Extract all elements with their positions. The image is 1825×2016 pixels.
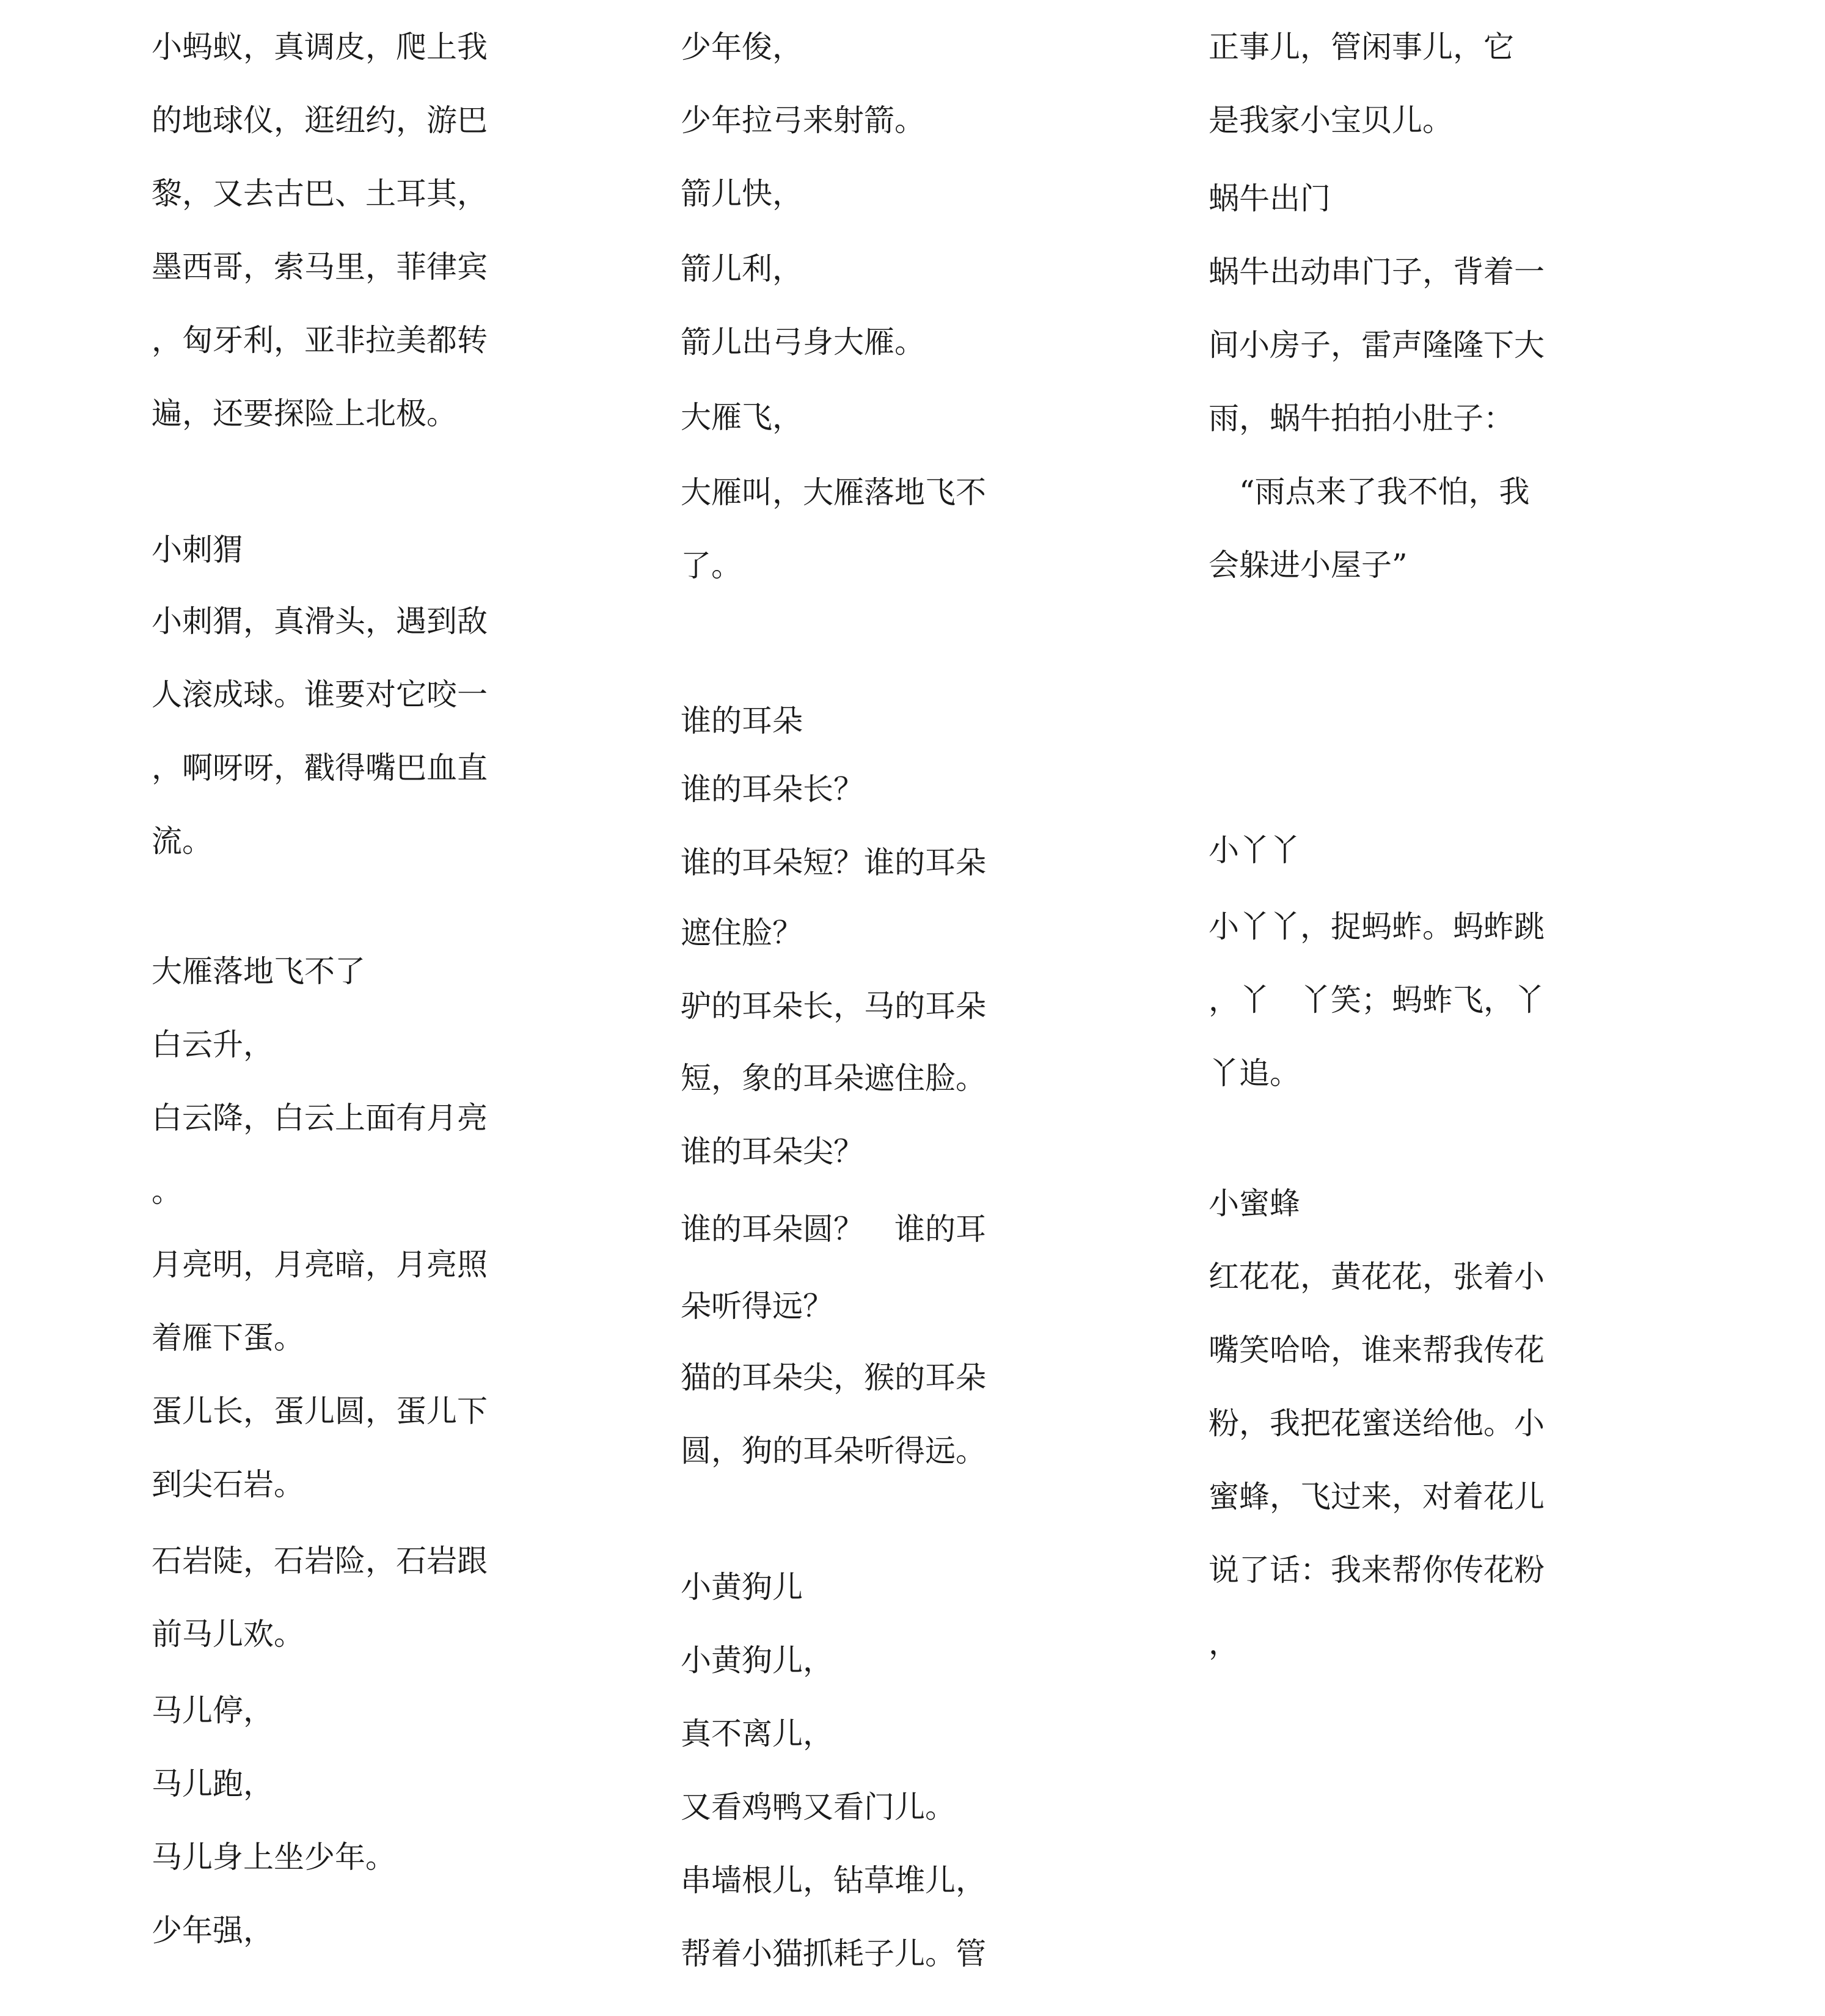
text-line: 马儿停， — [152, 1693, 274, 1728]
text-line: 马儿身上坐少年。 — [152, 1839, 396, 1875]
text-line: 谁的耳朵长？ — [681, 772, 864, 807]
text-line: 箭儿快， — [681, 176, 803, 211]
text-line: 蜗牛出动串门子，背着一 — [1209, 254, 1545, 290]
text-line: 着雁下蛋。 — [152, 1320, 304, 1356]
poem-title: 小丫丫 — [1209, 833, 1300, 868]
text-line: 。 — [152, 1174, 182, 1209]
text-line: 嘴笑哈哈，谁来帮我传花 — [1209, 1332, 1545, 1368]
text-line: 又看鸡鸭又看门儿。 — [681, 1789, 956, 1825]
text-line: 小蚂蚁，真调皮，爬上我 — [152, 29, 488, 65]
text-line: 说了话：我来帮你传花粉 — [1209, 1552, 1545, 1588]
text-line: 大雁叫，大雁落地飞不 — [681, 475, 986, 510]
text-line: 少年俊， — [681, 29, 803, 65]
text-line: 到尖石岩。 — [152, 1467, 304, 1502]
text-line: 月亮明，月亮暗，月亮照 — [152, 1247, 488, 1282]
text-line: 是我家小宝贝儿。 — [1209, 103, 1453, 138]
text-line: 串墙根儿，钻草堆儿， — [681, 1863, 986, 1898]
text-line: 真不离儿， — [681, 1716, 833, 1751]
text-line: 墨西哥，索马里，菲律宾 — [152, 249, 488, 285]
text-line: ，丫 丫笑；蚂蚱飞，丫 — [1209, 982, 1545, 1018]
text-line: 蛋儿长，蛋儿圆，蛋儿下 — [152, 1393, 488, 1429]
text-line: 蜜蜂，飞过来，对着花儿 — [1209, 1479, 1545, 1514]
text-line: 会躲进小屋子” — [1209, 547, 1408, 583]
text-line: 猫的耳朵尖，猴的耳朵 — [681, 1360, 986, 1395]
text-line: 少年强， — [152, 1913, 274, 1948]
text-line: 朵听得远？ — [681, 1288, 833, 1324]
poem-title: 谁的耳朵 — [681, 703, 803, 739]
poem-title: 小刺猬 — [152, 532, 243, 568]
text-line: 圆，狗的耳朵听得远。 — [681, 1433, 986, 1469]
poem-title: 小黄狗儿 — [681, 1569, 803, 1605]
text-line: ，啊呀呀，戳得嘴巴血直 — [152, 750, 488, 786]
text-line: 马儿跑， — [152, 1766, 274, 1802]
text-line: ，匈牙利，亚非拉美都转 — [152, 323, 488, 358]
text-line: 箭儿出弓身大雁。 — [681, 324, 925, 360]
text-line: 粉，我把花蜜送给他。小 — [1209, 1406, 1545, 1441]
text-line: 谁的耳朵圆？ 谁的耳 — [681, 1211, 986, 1247]
text-line: 红花花，黄花花，张着小 — [1209, 1259, 1545, 1295]
text-line: 白云升， — [152, 1027, 274, 1062]
text-line: 间小房子，雷声隆隆下大 — [1209, 327, 1545, 363]
text-line: 正事儿，管闲事儿，它 — [1209, 29, 1514, 65]
text-line: 石岩陡，石岩险，石岩跟 — [152, 1543, 488, 1579]
text-line: 谁的耳朵尖？ — [681, 1134, 864, 1169]
text-line: 短，象的耳朵遮住脸。 — [681, 1061, 986, 1096]
text-line: 驴的耳朵长，马的耳朵 — [681, 988, 986, 1024]
text-line: 黎，又去古巴、土耳其， — [152, 176, 488, 211]
text-line: 丫追。 — [1209, 1056, 1300, 1091]
text-line: 流。 — [152, 824, 213, 859]
text-line: 小丫丫，捉蚂蚱。蚂蚱跳 — [1209, 909, 1545, 944]
text-line: 小刺猬，真滑头，遇到敌 — [152, 604, 488, 639]
text-line: 小黄狗儿， — [681, 1643, 833, 1678]
text-line: 白云降，白云上面有月亮 — [152, 1100, 488, 1136]
text-line: 大雁飞， — [681, 400, 803, 435]
text-line: 遍，还要探险上北极。 — [152, 396, 457, 431]
text-line: 了。 — [681, 548, 742, 583]
text-line: ， — [1209, 1626, 1239, 1661]
text-line: 前马儿欢。 — [152, 1616, 304, 1652]
poem-title: 大雁落地飞不了 — [152, 954, 365, 989]
text-line: 人滚成球。谁要对它咬一 — [152, 677, 488, 712]
text-line: 少年拉弓来射箭。 — [681, 103, 925, 138]
text-line: 遮住脸？ — [681, 915, 803, 951]
text-line: 帮着小猫抓耗子儿。管 — [681, 1936, 986, 1971]
poem-title: 小蜜蜂 — [1209, 1186, 1300, 1221]
text-line: 的地球仪，逛纽约，游巴 — [152, 103, 488, 138]
text-line: 箭儿利， — [681, 251, 803, 287]
text-line: 谁的耳朵短？谁的耳朵 — [681, 845, 986, 880]
text-line: 雨，蜗牛拍拍小肚子： — [1209, 401, 1514, 436]
poem-title: 蜗牛出门 — [1209, 181, 1331, 216]
text-line: “雨点来了我不怕，我 — [1209, 474, 1530, 509]
